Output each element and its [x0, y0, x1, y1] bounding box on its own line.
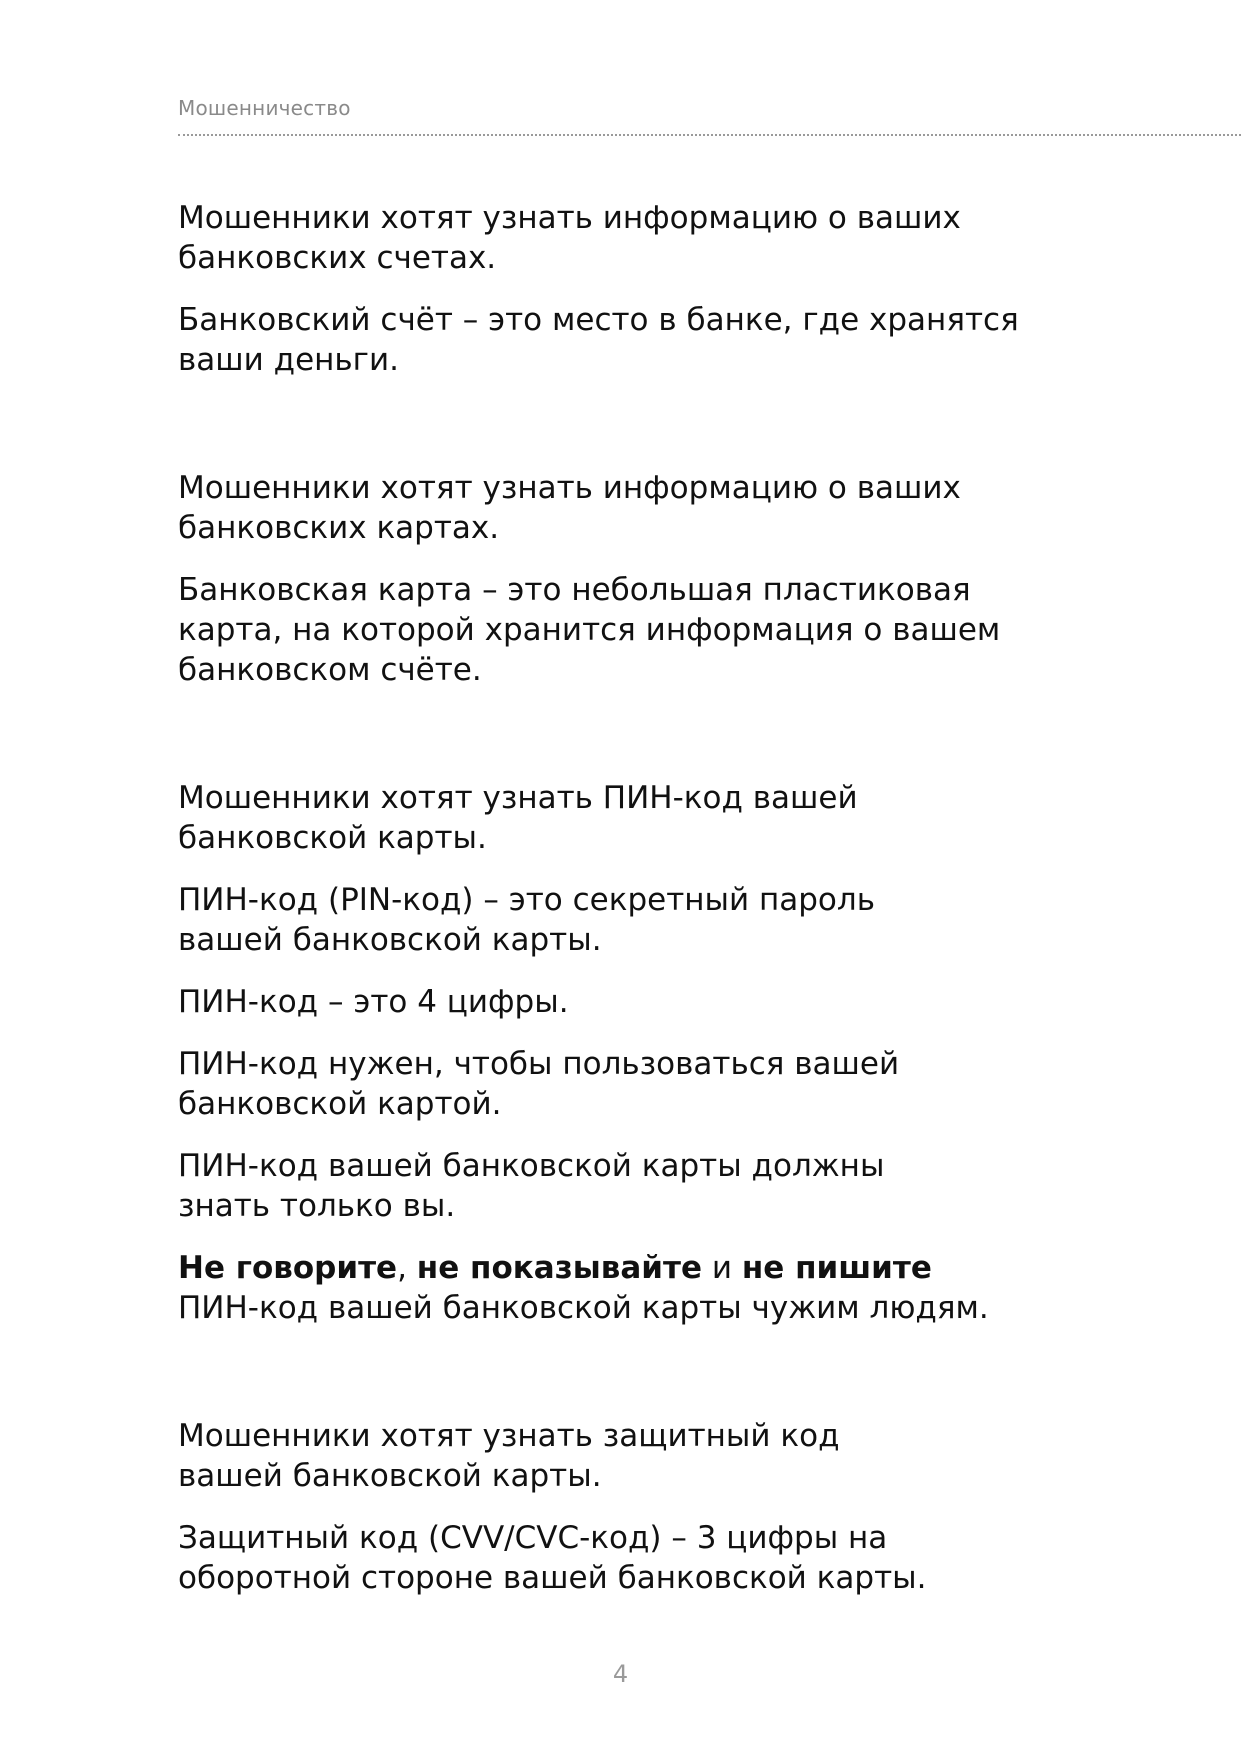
warning-dont-write: не пишите — [741, 1250, 932, 1286]
text-line: банковских счетах. — [178, 240, 497, 276]
text-line: вашей банковской карты. — [178, 1458, 602, 1494]
text-line: ПИН-код вашей банковской карты должны — [178, 1148, 885, 1184]
paragraph — [178, 300, 1098, 380]
paragraph — [178, 1044, 1098, 1124]
text-line: ПИН-код нужен, чтобы пользоваться вашей — [178, 1046, 900, 1082]
paragraph — [178, 982, 1098, 1022]
header-divider — [178, 134, 1241, 136]
paragraph — [178, 778, 1098, 858]
warning-dont-show: не показывайте — [416, 1250, 703, 1286]
paragraph — [178, 570, 1098, 690]
text-line: Банковская карта – это небольшая пластиковая — [178, 572, 971, 608]
text-line: Мошенники хотят узнать ПИН-код вашей — [178, 780, 858, 816]
pin-warning-paragraph — [178, 1248, 1098, 1328]
text-line: банковских картах. — [178, 510, 500, 546]
section-bank-accounts — [178, 198, 1098, 380]
text-line: вашей банковской карты. — [178, 922, 602, 958]
running-header: Мошенничество — [178, 96, 351, 120]
text-line: ПИН-код – это 4 цифры. — [178, 984, 569, 1020]
text-line: ПИН-код вашей банковской карты чужим людям. — [178, 1290, 989, 1326]
text-line: Мошенники хотят узнать информацию о ваших — [178, 470, 961, 506]
paragraph — [178, 1146, 1098, 1226]
section-security-code — [178, 1416, 1098, 1598]
paragraph — [178, 468, 1098, 548]
paragraph — [178, 1518, 1098, 1598]
text-line: Мошенники хотят узнать защитный код — [178, 1418, 840, 1454]
warning-separator: и — [702, 1250, 742, 1286]
text-line: банковской карты. — [178, 820, 487, 856]
text-line: знать только вы. — [178, 1188, 456, 1224]
text-line: Мошенники хотят узнать информацию о ваших — [178, 200, 961, 236]
paragraph — [178, 1416, 1098, 1496]
text-line: карта, на которой хранится информация о вашем — [178, 612, 1001, 648]
section-bank-cards — [178, 468, 1098, 690]
text-line: ПИН-код (PIN-код) – это секретный пароль — [178, 882, 875, 918]
text-line: Банковский счёт – это место в банке, где хранятся — [178, 302, 1019, 338]
page-content — [178, 198, 1098, 1598]
paragraph — [178, 880, 1098, 960]
page-number: 4 — [612, 1660, 629, 1688]
text-line: банковском счёте. — [178, 652, 482, 688]
paragraph — [178, 198, 1098, 278]
text-line: банковской картой. — [178, 1086, 502, 1122]
text-line: оборотной стороне вашей банковской карты. — [178, 1560, 927, 1596]
warning-separator: , — [397, 1250, 417, 1286]
text-line: ваши деньги. — [178, 342, 399, 378]
warning-dont-say: Не говорите — [178, 1250, 398, 1286]
section-pin-code — [178, 778, 1098, 1328]
text-line: Защитный код (CVV/CVC-код) – 3 цифры на — [178, 1520, 888, 1556]
warning-line — [178, 1248, 1098, 1288]
